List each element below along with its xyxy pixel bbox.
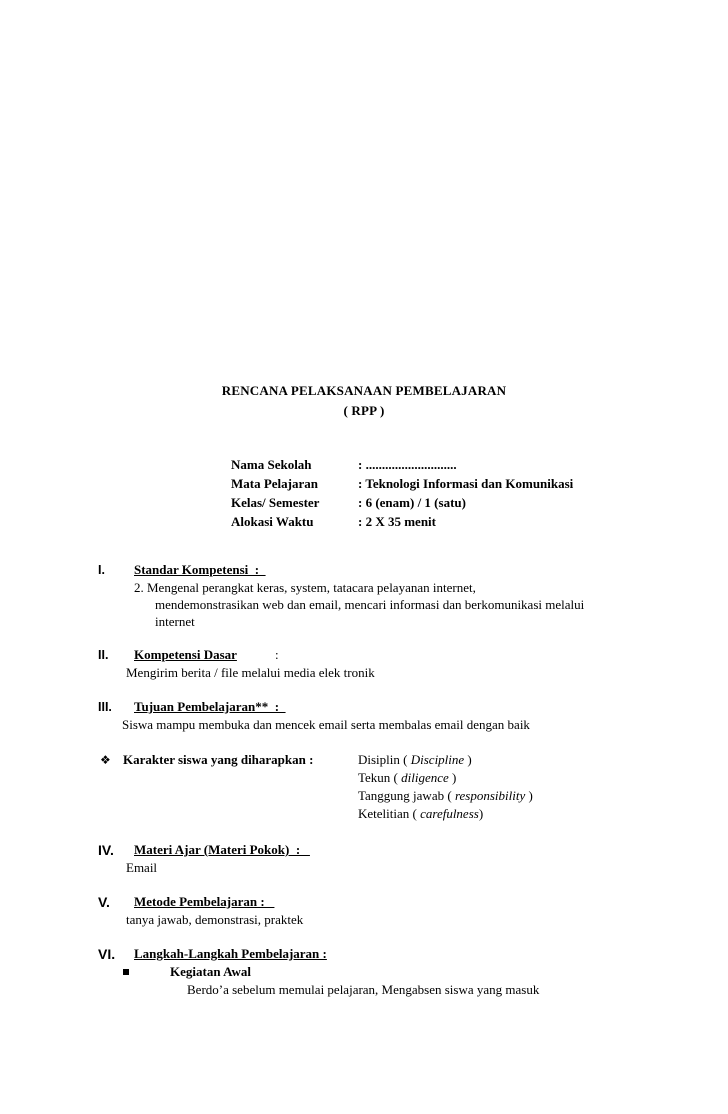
identity-value: : 6 (enam) / 1 (satu) xyxy=(358,495,466,510)
section-number: IV. xyxy=(98,842,114,858)
identity-label: Mata Pelajaran xyxy=(231,476,319,491)
section-number: V. xyxy=(98,894,110,910)
karakter-item: Disiplin ( Discipline ) xyxy=(358,752,472,767)
identity-value: : 2 X 35 menit xyxy=(358,514,436,529)
section-body: internet xyxy=(155,614,195,629)
section-heading: Langkah-Langkah Pembelajaran : xyxy=(134,946,327,961)
karakter-item: Tanggung jawab ( responsibility ) xyxy=(358,788,533,803)
identity-label: Nama Sekolah xyxy=(231,457,312,472)
section-number: II. xyxy=(98,648,109,662)
karakter-item: Tekun ( diligence ) xyxy=(358,770,457,785)
section-body: 2. Mengenal perangkat keras, system, tatacara pelayanan internet, xyxy=(134,580,476,595)
identity-label: Kelas/ Semester xyxy=(231,495,320,510)
square-bullet-icon xyxy=(123,969,129,975)
subsection-label: Kegiatan Awal xyxy=(170,964,252,979)
section-body: Siswa mampu membuka dan mencek email serta membalas email dengan baik xyxy=(122,717,530,732)
identity-value: : ............................ xyxy=(358,457,457,472)
section-body: Email xyxy=(126,860,158,875)
diamond-bullet-icon: ❖ xyxy=(100,753,111,767)
karakter-label: Karakter siswa yang diharapkan : xyxy=(123,752,314,767)
document-subtitle: ( RPP ) xyxy=(343,403,385,418)
section-heading: Materi Ajar (Materi Pokok) : xyxy=(134,842,310,857)
section-number: I. xyxy=(98,563,105,577)
section-heading: Tujuan Pembelajaran** : xyxy=(134,699,286,714)
section-colon: : xyxy=(275,647,279,662)
identity-value: : Teknologi Informasi dan Komunikasi xyxy=(358,476,574,491)
subsection-body: Berdo’a sebelum memulai pelajaran, Mengabsen siswa yang masuk xyxy=(187,982,540,997)
karakter-item: Ketelitian ( carefulness) xyxy=(358,806,484,821)
section-body: tanya jawab, demonstrasi, praktek xyxy=(126,912,304,927)
section-body: mendemonstrasikan web dan email, mencari informasi dan berkomunikasi melalui xyxy=(155,597,585,612)
section-heading: Kompetensi Dasar xyxy=(134,647,237,662)
document-title: RENCANA PELAKSANAAN PEMBELAJARAN xyxy=(221,383,507,398)
section-number: III. xyxy=(98,700,112,714)
section-heading: Metode Pembelajaran : xyxy=(134,894,275,909)
section-heading: Standar Kompetensi : xyxy=(134,562,266,577)
section-body: Mengirim berita / file melalui media elek tronik xyxy=(126,665,375,680)
section-number: VI. xyxy=(98,946,116,962)
identity-label: Alokasi Waktu xyxy=(231,514,314,529)
